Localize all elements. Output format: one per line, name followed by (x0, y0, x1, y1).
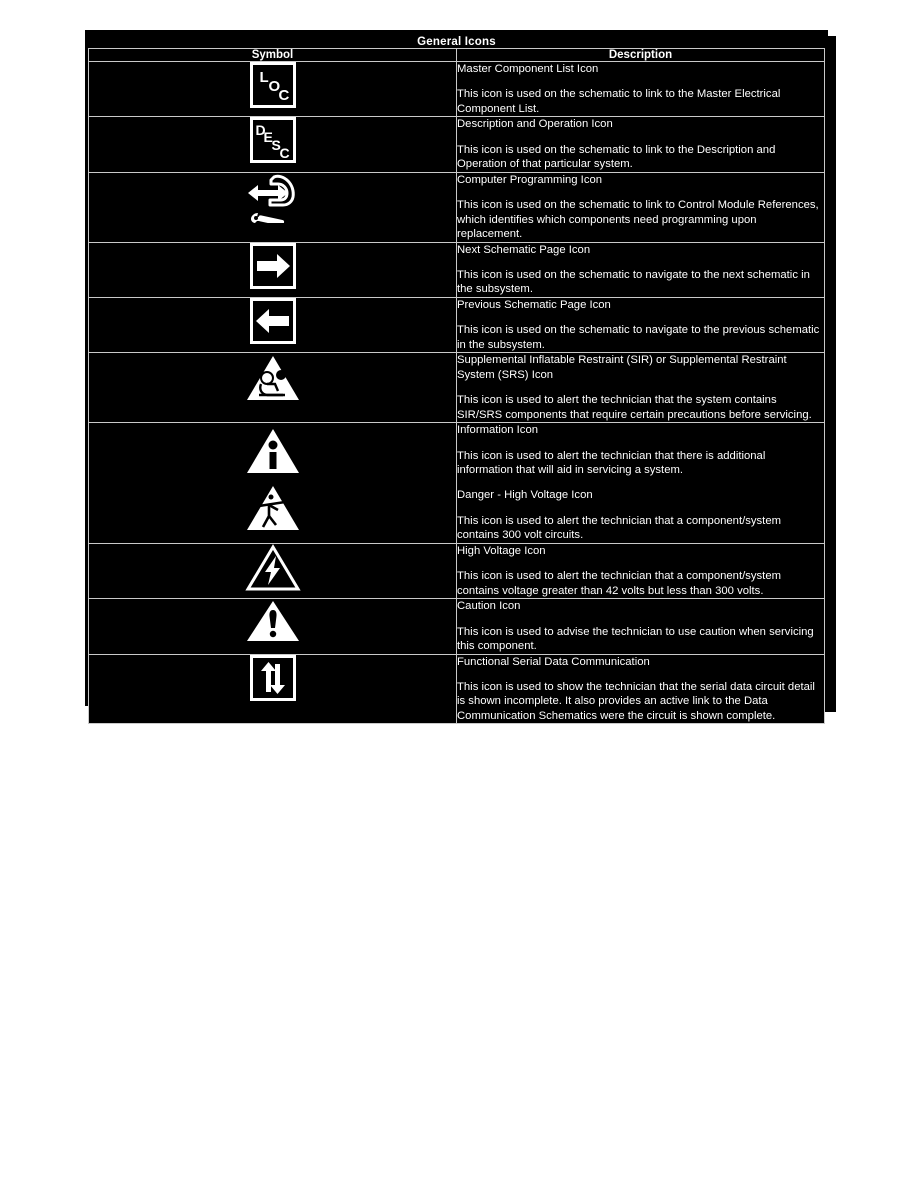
page-title: General Icons (89, 36, 825, 49)
general-icons-table-container (85, 30, 828, 722)
symbol-cell (89, 297, 457, 352)
serial-data-icon (250, 655, 296, 701)
row-body: This icon is used to show the technician that the serial data circuit detail is shown incomplete. It also provides an active link to the Data Communication Schematics were the circuit is shown complete. (457, 680, 815, 722)
table-row (89, 423, 825, 544)
symbol-cell (89, 599, 457, 654)
symbol-cell (89, 242, 457, 297)
description-cell (457, 242, 825, 297)
symbol-cell (89, 353, 457, 423)
loc-icon (250, 62, 296, 108)
caution-icon (245, 599, 301, 643)
arrow-left-icon (250, 298, 296, 344)
row-body-secondary: This icon is used to alert the technician that a component/system contains 300 volt circuits. (457, 514, 782, 542)
loc-icon-letter: O (268, 78, 281, 95)
table-row (89, 353, 825, 423)
row-body: This icon is used on the schematic to link to the Description and Operation of that particular system. (457, 143, 776, 171)
symbol-cell (89, 172, 457, 242)
row-title: Previous Schematic Page Icon (457, 298, 611, 311)
table-row (89, 117, 825, 172)
symbol-cell (89, 117, 457, 172)
row-title: Computer Programming Icon (457, 173, 603, 186)
high-voltage-icon (245, 544, 301, 592)
row-title: Functional Serial Data Communication (457, 655, 650, 668)
table-row (89, 297, 825, 352)
column-header-description: Description (457, 49, 825, 62)
row-title: Master Component List Icon (457, 63, 599, 75)
row-title: Information Icon (457, 424, 539, 437)
table-title-row (89, 36, 825, 49)
airbag-warning-icon (245, 353, 301, 403)
information-icon (245, 427, 301, 475)
description-cell (457, 654, 825, 724)
arrow-right-icon (250, 243, 296, 289)
desc-icon (250, 117, 296, 163)
desc-icon-letter: C (279, 145, 290, 162)
table-row (89, 172, 825, 242)
loc-icon-letter: L (259, 69, 269, 86)
column-header-symbol: Symbol (89, 49, 457, 62)
symbol-cell (89, 62, 457, 117)
row-title: Supplemental Inflatable Restraint (SIR) or Supplemental Restraint System (SRS) Icon (457, 354, 787, 381)
general-icons-table (88, 35, 825, 724)
loc-icon-letter: C (278, 87, 290, 104)
table-row (89, 62, 825, 117)
description-cell (457, 599, 825, 654)
electric-shock-icon (245, 484, 301, 532)
symbol-cell (89, 423, 457, 544)
description-cell (457, 172, 825, 242)
table-row (89, 599, 825, 654)
table-row (89, 242, 825, 297)
row-title: Caution Icon (457, 600, 521, 613)
row-body: This icon is used to advise the technician to use caution when servicing this component. (457, 625, 814, 653)
row-body: This icon is used on the schematic to link to Control Module References, which identifies which components need programming upon replacement. (457, 199, 819, 241)
table-row (89, 543, 825, 598)
row-body: This icon is used to alert the technician that the system contains SIR/SRS components that require certain precautions before servicing. (457, 394, 812, 421)
desc-icon-letter: S (271, 137, 281, 154)
row-body: This icon is used to alert the technician that there is additional information that will aid in servicing a system. (457, 449, 766, 476)
row-title: Description and Operation Icon (457, 118, 613, 131)
desc-icon-letter: D (255, 122, 266, 139)
row-body: This icon is used on the schematic to navigate to the previous schematic in the subsystem. (457, 324, 820, 351)
description-cell (457, 62, 825, 117)
table-row (89, 654, 825, 724)
row-title: Next Schematic Page Icon (457, 243, 591, 256)
desc-icon-letter: E (263, 129, 273, 146)
description-cell (457, 543, 825, 598)
symbol-cell (89, 654, 457, 724)
symbol-cell (89, 543, 457, 598)
description-cell (457, 117, 825, 172)
row-title-secondary: Danger - High Voltage Icon (457, 489, 593, 502)
computer-programming-icon (244, 173, 302, 223)
row-body: This icon is used on the schematic to navigate to the next schematic in the subsystem. (457, 268, 810, 296)
row-body: This icon is used to alert the technician that a component/system contains voltage greater than 42 volts but less than 300 volts. (457, 570, 782, 597)
row-body: This icon is used on the schematic to link to the Master Electrical Component List. (457, 88, 781, 115)
row-title: High Voltage Icon (457, 544, 546, 557)
description-cell (457, 353, 825, 423)
description-cell (457, 297, 825, 352)
table-header-row (89, 49, 825, 62)
description-cell (457, 423, 825, 544)
